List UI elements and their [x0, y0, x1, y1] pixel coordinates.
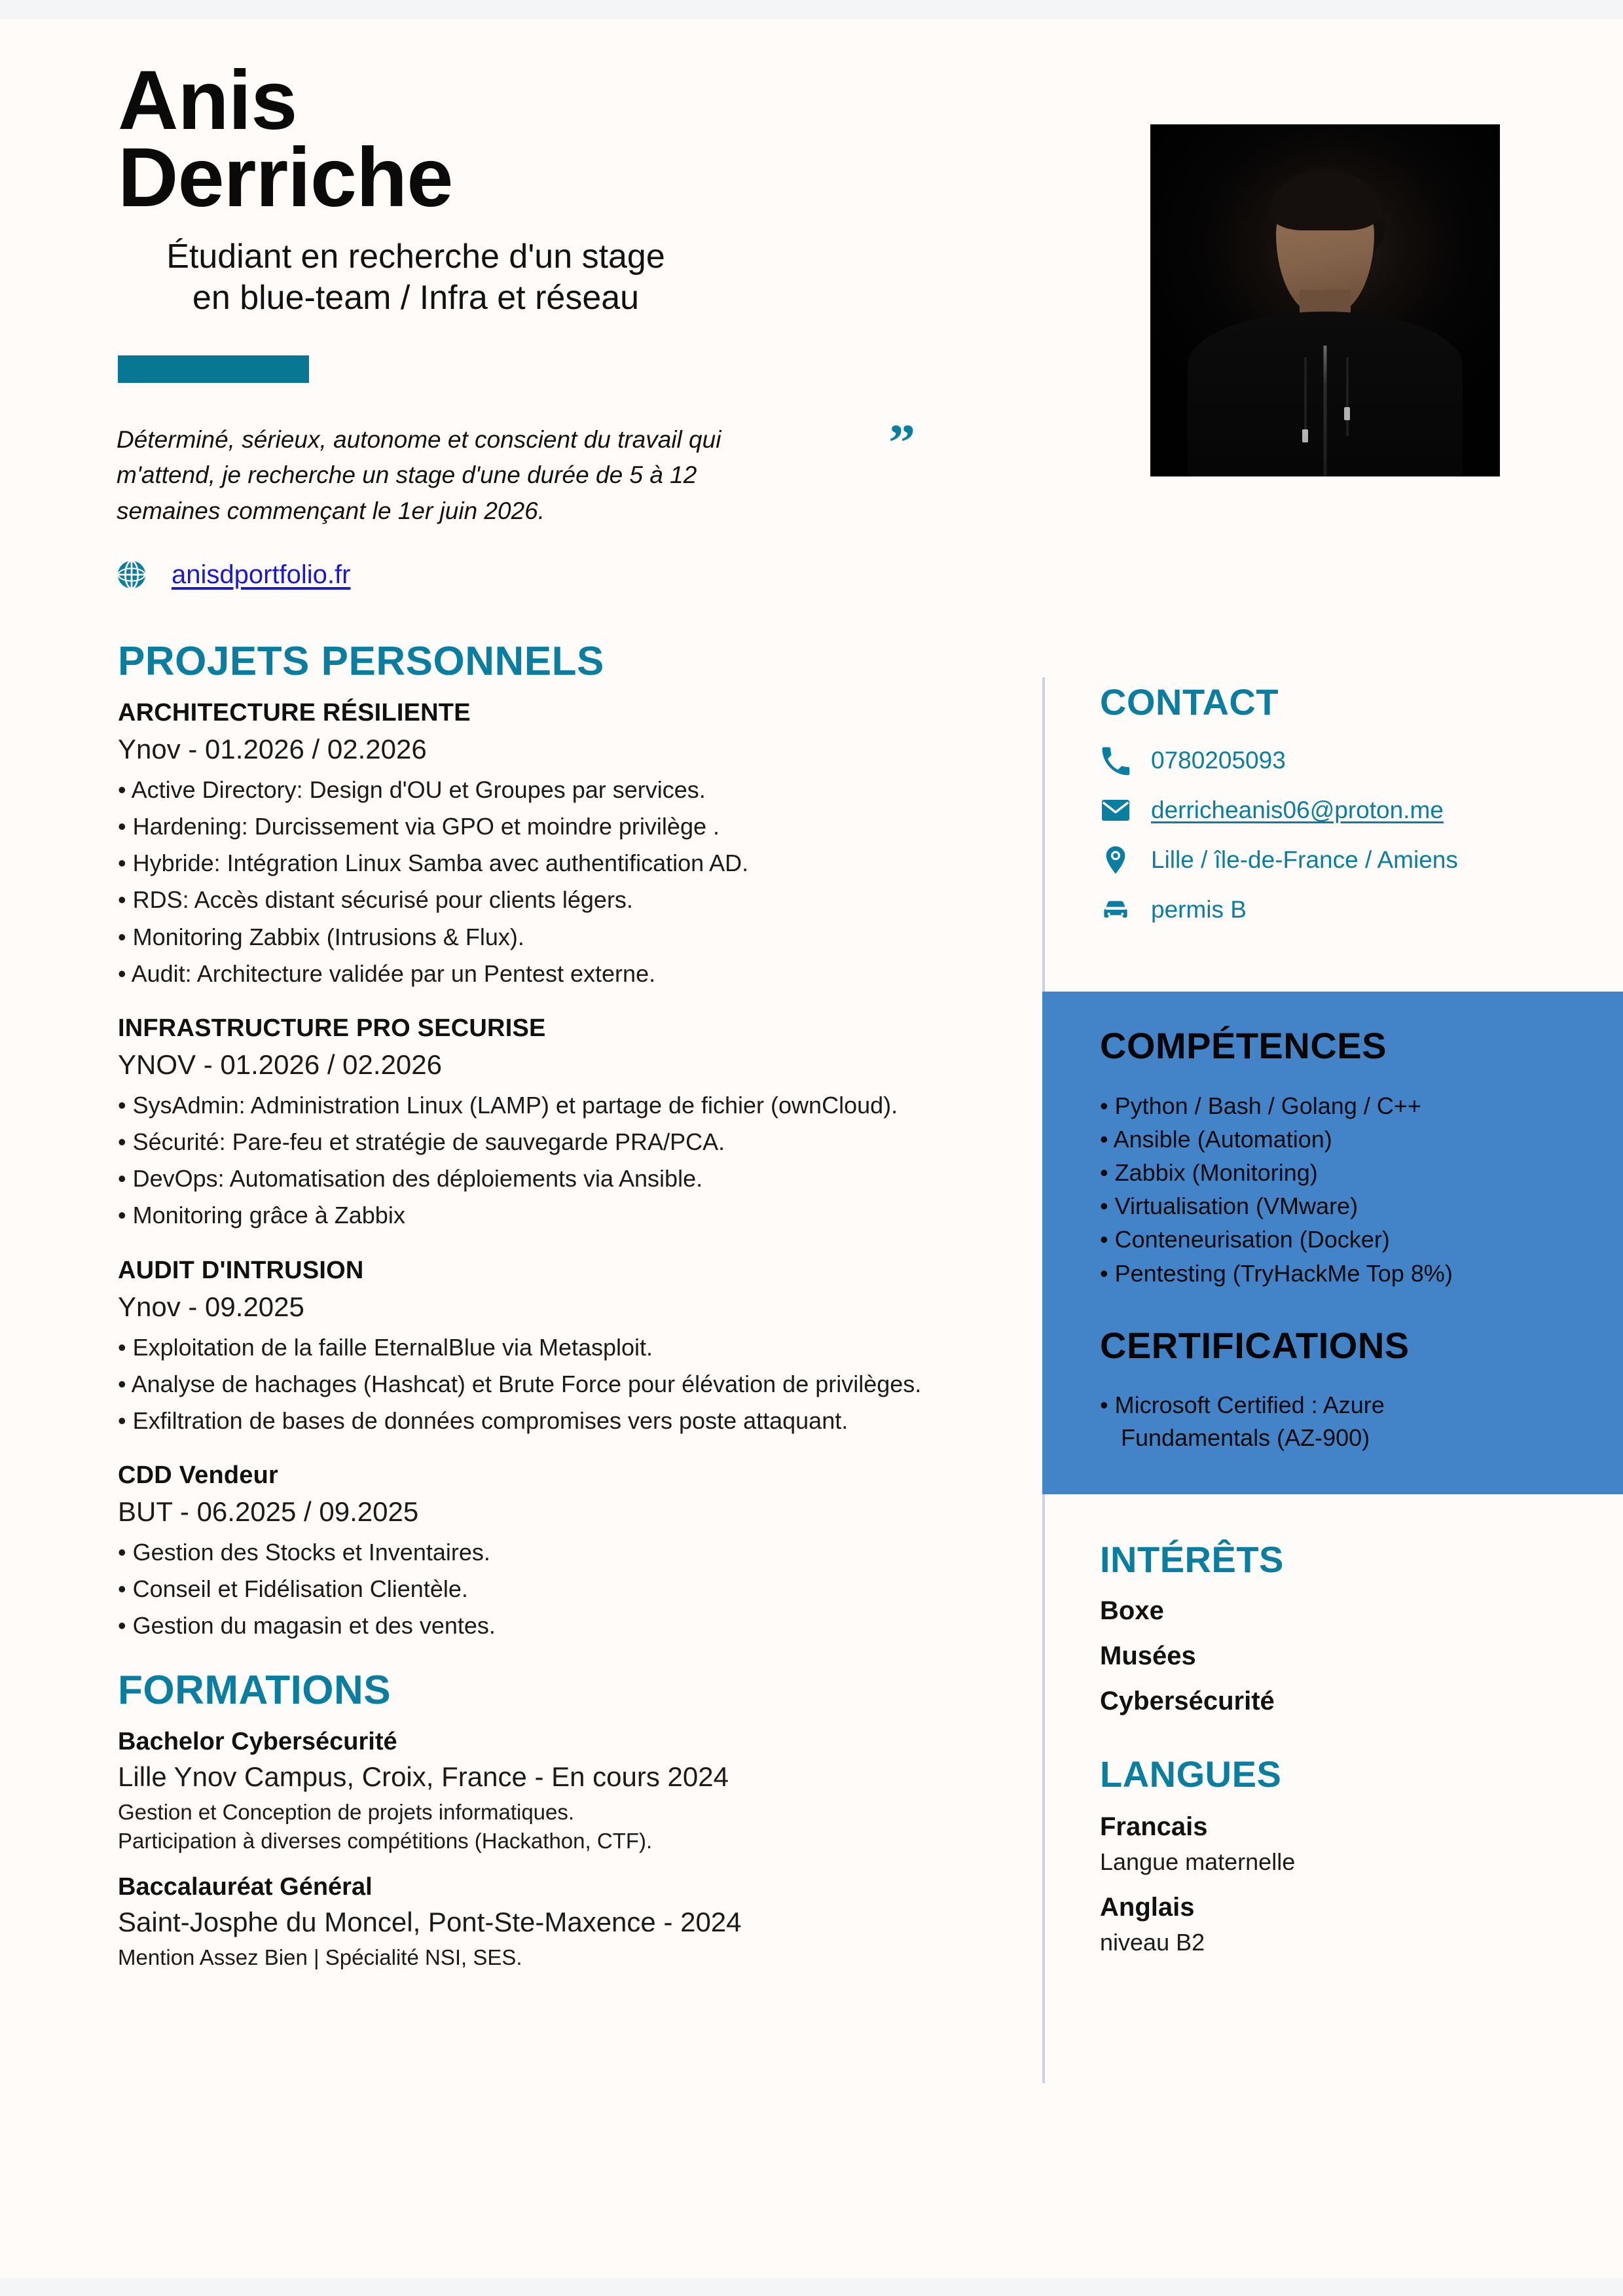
list-item: • Zabbix (Monitoring): [1100, 1159, 1318, 1187]
page-title: [118, 54, 1100, 224]
project-bullets: [118, 1534, 1008, 1644]
car-icon: [1100, 894, 1131, 925]
photo-drawstring-tip-right: [1344, 407, 1350, 420]
certification-item: [1100, 1389, 1584, 1455]
photo-drawstring-left: [1304, 357, 1307, 436]
list-item: • DevOps: Automatisation des déploiements via Ansible.: [118, 1165, 703, 1193]
contact-item-license[interactable]: [1100, 892, 1558, 927]
envelope-icon: [1100, 795, 1131, 826]
section-title-formations: FORMATIONS: [118, 1667, 392, 1713]
section-title-projets: PROJETS PERSONNELS: [118, 639, 604, 684]
certification-line-2: Fundamentals (AZ-900): [1121, 1424, 1370, 1452]
quote-icon: ”: [888, 414, 913, 471]
website-link[interactable]: anisdportfolio.fr: [172, 560, 351, 589]
list-item: • RDS: Accès distant sécurisé pour clients légers.: [118, 886, 633, 914]
website-row[interactable]: [117, 560, 350, 590]
skills-panel-content: [1100, 1024, 1584, 1454]
photo-zipper: [1324, 346, 1327, 476]
education-block: [118, 1873, 1008, 1973]
list-item: • Conseil et Fidélisation Clientèle.: [118, 1575, 468, 1603]
list-item: • Gestion du magasin et des ventes.: [118, 1612, 496, 1640]
first-name: Anis: [118, 54, 297, 147]
tagline-line-2: en blue-team / Infra et réseau: [192, 278, 640, 317]
list-item: • Hybride: Intégration Linux Samba avec authentification AD.: [118, 850, 749, 877]
project-meta: YNOV - 01.2026 / 02.2026: [118, 1049, 442, 1080]
list-item: • Python / Bash / Golang / C++: [1100, 1092, 1421, 1119]
education-note-line-1: Gestion et Conception de projets informatiques.: [118, 1799, 575, 1824]
project-title: AUDIT D'INTRUSION: [118, 1256, 364, 1284]
list-item: • Exploitation de la faille EternalBlue via Metasploit.: [118, 1333, 653, 1361]
education-block: [118, 1728, 1008, 1857]
education-degree: Bachelor Cybersécurité: [118, 1727, 397, 1755]
list-item: • Hardening: Durcissement via GPO et moindre privilège .: [118, 813, 720, 840]
summary-text: Déterminé, sérieux, autonome et conscient du travail qui m'attend, je recherche un stage d'une durée de 5 à 12 semaines commençant le 1er juin 2026.: [117, 426, 721, 524]
top-page-margin: [0, 0, 1623, 20]
list-item: • Monitoring grâce à Zabbix: [118, 1202, 405, 1229]
accent-bar: [118, 355, 309, 383]
map-pin-icon: [1100, 844, 1131, 876]
project-meta: Ynov - 01.2026 / 02.2026: [118, 734, 427, 764]
education-school: Lille Ynov Campus, Croix, France - En cours 2024: [118, 1761, 729, 1792]
interest-item: Cybersécurité: [1100, 1687, 1275, 1715]
skills-panel: [1042, 992, 1623, 1494]
language-level: niveau B2: [1100, 1929, 1205, 1956]
contact-item-email[interactable]: [1100, 793, 1558, 828]
photo-hair-top: [1269, 170, 1381, 230]
project-block: [118, 1257, 1008, 1439]
education-degree: Baccalauréat Général: [118, 1873, 373, 1901]
list-item: • Analyse de hachages (Hashcat) et Brute Force pour élévation de privilèges.: [118, 1370, 922, 1397]
project-bullets: [118, 1329, 1008, 1439]
summary-block: [117, 414, 913, 529]
list-item: • Active Directory: Design d'OU et Groupes par services.: [118, 776, 706, 803]
sidebar-lower: [1100, 1538, 1558, 1956]
photo-drawstring-right: [1346, 357, 1349, 436]
contact-location-value: Lille / île-de-France / Amiens: [1151, 846, 1458, 873]
section-title-competences: COMPÉTENCES: [1100, 1025, 1387, 1066]
education-note: Mention Assez Bien | Spécialité NSI, SES.: [118, 1945, 522, 1970]
contact-email-value[interactable]: derricheanis06@proton.me: [1151, 797, 1444, 823]
project-bullets: [118, 1087, 1008, 1234]
contact-license-value: permis B: [1151, 896, 1247, 923]
project-title: INFRASTRUCTURE PRO SECURISE: [118, 1014, 546, 1042]
main-content: [118, 638, 1008, 1990]
section-title-contact: CONTACT: [1100, 681, 1279, 723]
list-item: • Audit: Architecture validée par un Pentest externe.: [118, 960, 656, 987]
project-meta: Ynov - 09.2025: [118, 1291, 304, 1322]
contact-item-phone[interactable]: [1100, 743, 1558, 778]
list-item: • Ansible (Automation): [1100, 1126, 1332, 1153]
certification-line-1: • Microsoft Certified : Azure: [1100, 1391, 1385, 1418]
list-item: • Gestion des Stocks et Inventaires.: [118, 1539, 490, 1566]
interest-item: Boxe: [1100, 1596, 1164, 1625]
list-item: • Conteneurisation (Docker): [1100, 1226, 1390, 1253]
photo-drawstring-tip-left: [1302, 429, 1308, 442]
list-item: • Pentesting (TryHackMe Top 8%): [1100, 1259, 1453, 1287]
list-item: • Monitoring Zabbix (Intrusions & Flux).: [118, 923, 524, 950]
contact-phone-value: 0780205093: [1151, 747, 1286, 774]
education-school: Saint-Josphe du Moncel, Pont-Ste-Maxence - 2024: [118, 1907, 742, 1938]
project-block: [118, 1462, 1008, 1644]
contact-item-location[interactable]: [1100, 842, 1558, 878]
project-title: ARCHITECTURE RÉSILIENTE: [118, 699, 471, 726]
interest-item: Musées: [1100, 1641, 1196, 1670]
sidebar: [1100, 681, 1558, 942]
project-block: [118, 699, 1008, 992]
contact-list: [1100, 743, 1558, 927]
phone-icon: [1100, 745, 1131, 776]
project-meta: BUT - 06.2025 / 09.2025: [118, 1496, 419, 1528]
tagline: [118, 236, 714, 319]
education-note-line-2: Participation à diverses compétitions (Hackathon, CTF).: [118, 1829, 653, 1854]
globe-icon: [117, 560, 147, 590]
bottom-page-margin: [0, 2278, 1623, 2296]
education-note: [118, 1798, 1008, 1857]
last-name: Derriche: [118, 130, 453, 224]
project-bullets: [118, 772, 1008, 992]
competences-list: [1100, 1089, 1584, 1290]
language-name: Francais: [1100, 1812, 1208, 1841]
section-title-interets: INTÉRÊTS: [1100, 1539, 1284, 1580]
avatar: [1150, 124, 1500, 476]
list-item: • Sécurité: Pare-feu et stratégie de sauvegarde PRA/PCA.: [118, 1128, 725, 1156]
list-item: • Virtualisation (VMware): [1100, 1193, 1359, 1220]
list-item: • Exfiltration de bases de données compromises vers poste attaquant.: [118, 1407, 848, 1434]
tagline-line-1: Étudiant en recherche d'un stage: [166, 237, 665, 276]
header: [118, 54, 1100, 319]
section-title-certifications: CERTIFICATIONS: [1100, 1324, 1410, 1366]
language-name: Anglais: [1100, 1893, 1195, 1922]
language-level: Langue maternelle: [1100, 1848, 1296, 1875]
project-title: CDD Vendeur: [118, 1462, 279, 1490]
section-title-langues: LANGUES: [1100, 1753, 1282, 1795]
project-block: [118, 1014, 1008, 1234]
list-item: • SysAdmin: Administration Linux (LAMP) et partage de fichier (ownCloud).: [118, 1091, 898, 1119]
